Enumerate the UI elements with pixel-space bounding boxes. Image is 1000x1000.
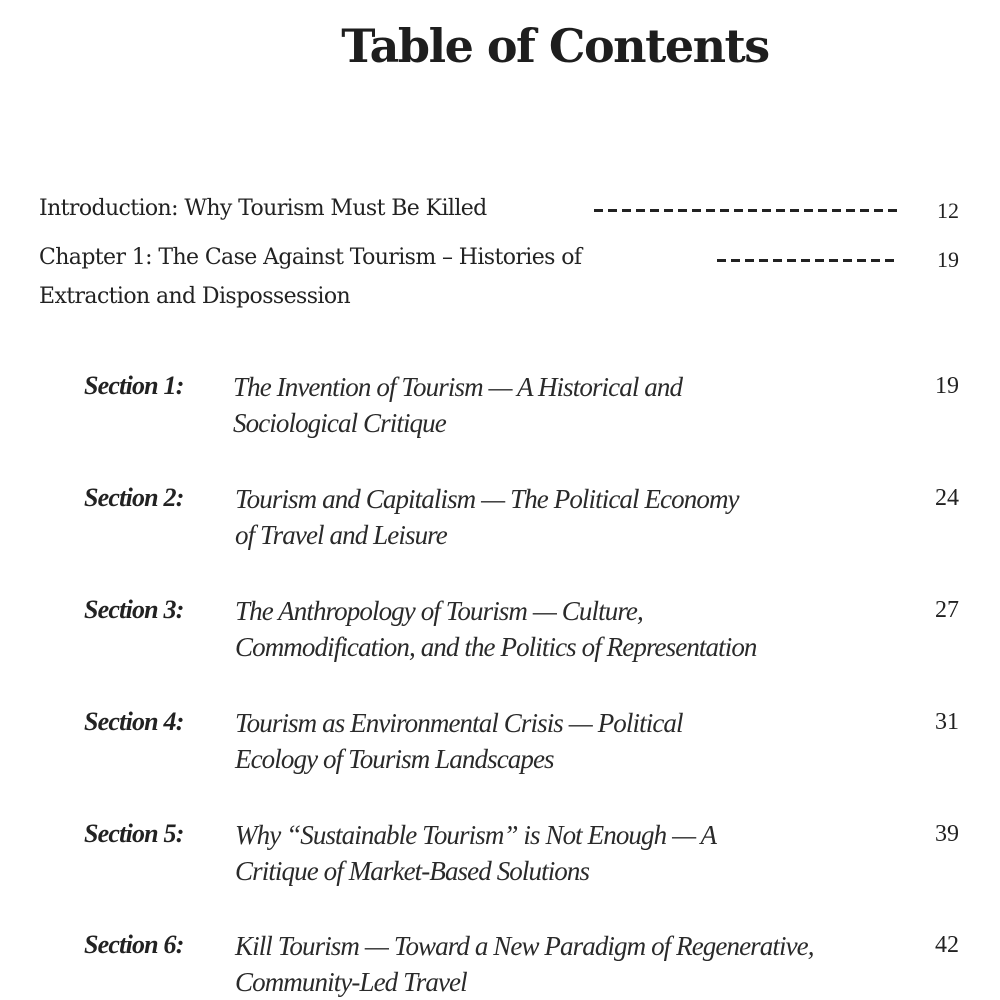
section-title-line1: The Invention of Tourism — A Historical and [233,372,683,402]
section-label: Section 1: [84,371,184,400]
section-label: Section 6: [84,930,184,959]
toc-entry-chapter-1[interactable] [39,238,581,316]
page-title: Table of Contents [341,18,769,73]
page-number: 19 [935,373,959,399]
entry-title-line2: Extraction and Dispossession [39,284,351,309]
section-label: Section 2: [84,483,184,512]
page-number: 42 [935,932,959,958]
toc-entry-introduction[interactable] [39,189,487,228]
section-title-line2: Commodification, and the Politics of Representation [235,632,757,662]
page-number: 19 [937,247,959,272]
section-title-line1: The Anthropology of Tourism — Culture, [235,596,643,626]
section-title [235,928,814,1000]
section-title-line2: Ecology of Tourism Landscapes [235,744,554,774]
dot-leader [594,209,899,212]
page-number: 24 [935,485,959,511]
entry-title-line1: Chapter 1: The Case Against Tourism – Histories of [39,245,582,270]
section-title-line2: of Travel and Leisure [235,520,447,550]
section-title [233,369,682,441]
section-title [235,817,716,889]
section-title-line2: Sociological Critique [233,408,446,438]
section-title [235,593,757,665]
section-title-line1: Kill Tourism — Toward a New Paradigm of Regenerative, [235,931,814,961]
section-title [235,705,683,777]
page-number: 31 [935,709,959,735]
section-title-line1: Tourism and Capitalism — The Political Economy [235,484,739,514]
section-label: Section 3: [84,595,184,624]
page-number: 39 [935,821,959,847]
page-number: 12 [937,198,959,223]
section-title-line2: Critique of Market-Based Solutions [235,856,590,886]
section-title [235,481,739,553]
entry-title: Introduction: Why Tourism Must Be Killed [39,196,487,221]
section-label: Section 5: [84,819,184,848]
section-title-line2: Community-Led Travel [235,967,467,997]
section-label: Section 4: [84,707,184,736]
dot-leader [717,259,899,262]
section-title-line1: Tourism as Environmental Crisis — Political [235,708,683,738]
page-number: 27 [935,597,959,623]
section-title-line1: Why “Sustainable Tourism” is Not Enough — A [235,820,717,850]
